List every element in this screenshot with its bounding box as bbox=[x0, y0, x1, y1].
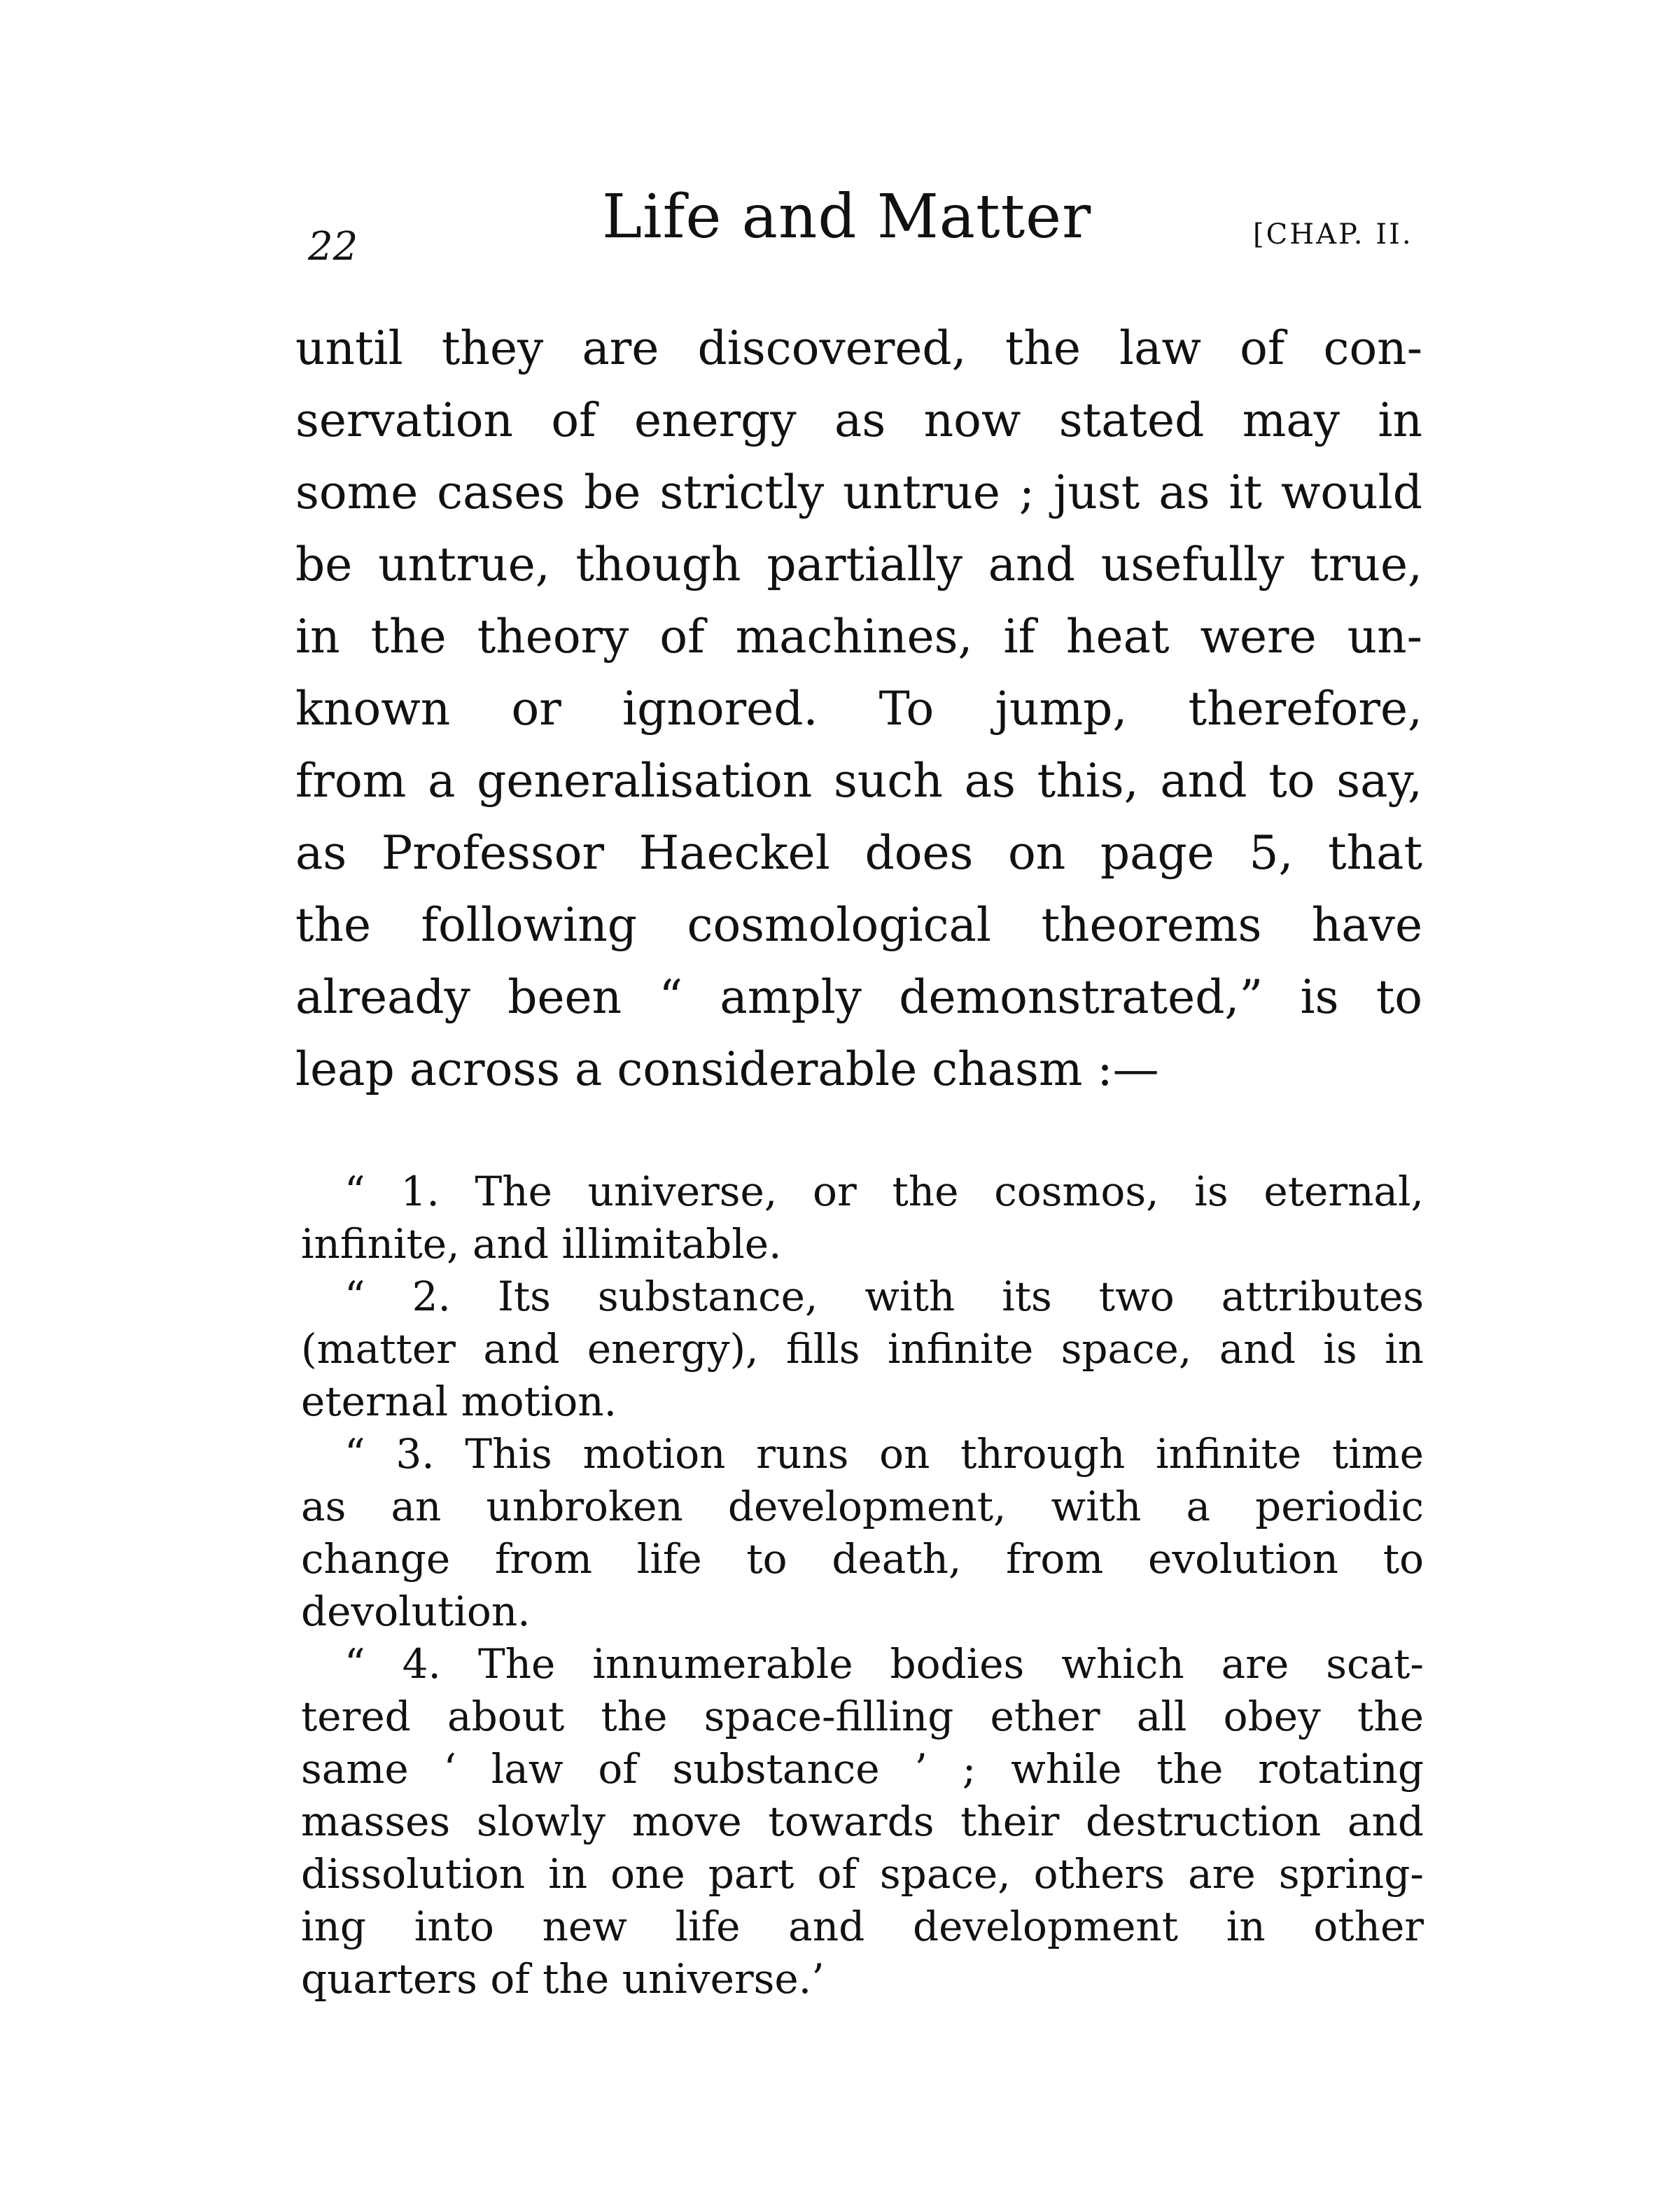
quote-line: infinite, and illimitable. bbox=[301, 1220, 782, 1268]
quote-line: masses slowly move towards their destruction and bbox=[301, 1798, 1424, 1845]
quote-line: quarters of the universe.’ bbox=[301, 1955, 825, 2003]
quote-line: “ 3. This motion runs on through infinite time bbox=[344, 1430, 1424, 1478]
text-line: be untrue, though partially and usefully true, bbox=[295, 538, 1422, 592]
text-line: some cases be strictly untrue ; just as it would bbox=[295, 465, 1422, 519]
body-paragraph bbox=[295, 312, 1422, 1105]
quote-line: as an unbroken development, with a periodic bbox=[301, 1483, 1424, 1530]
text-line: from a generalisation such as this, and to say, bbox=[295, 754, 1422, 808]
quote-line: eternal motion. bbox=[301, 1378, 617, 1425]
page-header bbox=[0, 182, 1680, 270]
quote-line: tered about the space-filling ether all obey the bbox=[301, 1693, 1424, 1740]
text-line: known or ignored. To jump, therefore, bbox=[295, 682, 1422, 736]
running-title: Life and Matter bbox=[602, 182, 1092, 252]
text-line: the following cosmological theorems have bbox=[295, 898, 1422, 952]
page-number: 22 bbox=[308, 224, 358, 270]
quote-line: devolution. bbox=[301, 1588, 531, 1635]
chapter-reference: [CHAP. II. bbox=[1253, 218, 1413, 251]
quote-line: ing into new life and development in other bbox=[301, 1903, 1424, 1950]
quote-line: “ 1. The universe, or the cosmos, is eternal, bbox=[344, 1168, 1424, 1215]
text-line: servation of energy as now stated may in bbox=[295, 393, 1422, 447]
text-line: until they are discovered, the law of con- bbox=[295, 321, 1422, 375]
text-line: as Professor Haeckel does on page 5, that bbox=[295, 826, 1422, 880]
quoted-theorems bbox=[301, 1166, 1424, 2005]
quote-line: (matter and energy), fills infinite space, and is in bbox=[301, 1325, 1424, 1373]
text-line: already been “ amply demonstrated,” is to bbox=[295, 970, 1422, 1024]
quote-line: change from life to death, from evolution to bbox=[301, 1535, 1424, 1583]
quote-line: dissolution in one part of space, others are spring- bbox=[301, 1850, 1424, 1898]
quote-line: “ 4. The innumerable bodies which are scat- bbox=[344, 1640, 1424, 1688]
text-line: in the theory of machines, if heat were un- bbox=[295, 610, 1422, 664]
quote-line: “ 2. Its substance, with its two attributes bbox=[344, 1273, 1424, 1320]
text-line: leap across a considerable chasm :— bbox=[295, 1042, 1159, 1096]
quote-line: same ‘ law of substance ’ ; while the rotating bbox=[301, 1745, 1424, 1793]
